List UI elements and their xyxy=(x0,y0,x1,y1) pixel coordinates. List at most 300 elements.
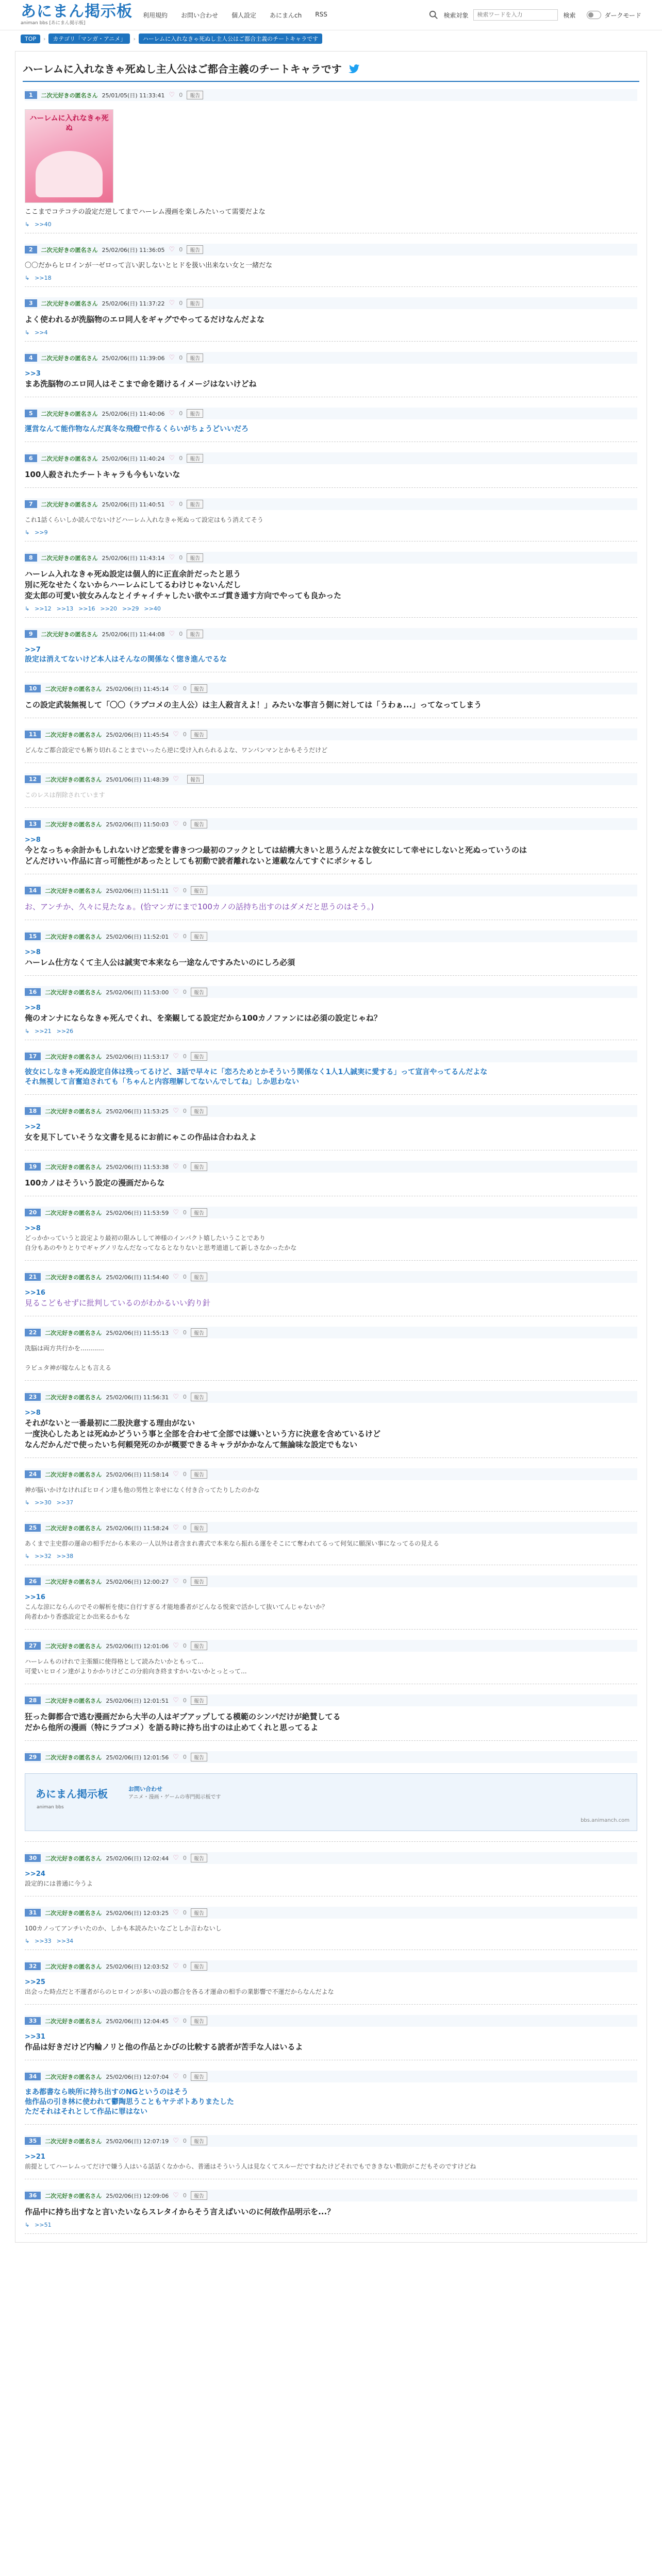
thread-title-row xyxy=(23,52,639,82)
report-button[interactable]: 報告 xyxy=(191,2137,207,2145)
post-number[interactable]: 4 xyxy=(25,354,37,362)
post-author: 二次元好きの匿名さん xyxy=(41,92,98,99)
heart-icon[interactable]: ♡ xyxy=(169,410,175,417)
post xyxy=(23,1744,639,1845)
like-count: 0 xyxy=(183,1209,187,1216)
post-header xyxy=(25,408,637,419)
like-count: 0 xyxy=(183,1108,187,1114)
post-header xyxy=(25,885,637,896)
post-header xyxy=(25,452,637,464)
post xyxy=(23,1515,639,1568)
post xyxy=(23,1845,639,1900)
report-button[interactable]: 報告 xyxy=(191,1273,207,1281)
like-count: 0 xyxy=(183,989,187,995)
post-number[interactable]: 7 xyxy=(25,500,37,508)
post-date: 25/02/06(日) 11:54:40 xyxy=(106,1274,169,1281)
report-button[interactable]: 報告 xyxy=(191,1962,207,1971)
post-author: 二次元好きの匿名さん xyxy=(41,554,98,562)
post-number[interactable]: 21 xyxy=(25,1273,41,1281)
post-date: 25/02/06(日) 12:02:44 xyxy=(106,1855,169,1862)
post-text: 俺のオンナにならなきゃ死んでくれ、を楽観してる設定だから100カノファンには必須の設定じゃね？ xyxy=(25,1013,382,1023)
heart-icon[interactable]: ♡ xyxy=(169,500,175,508)
report-button[interactable]: 報告 xyxy=(191,1052,207,1061)
post-number[interactable]: 19 xyxy=(25,1163,41,1171)
post-author: 二次元好きの匿名さん xyxy=(45,2192,102,2199)
reply-anchor-link[interactable]: >>8 xyxy=(25,1409,41,1417)
like-count: 0 xyxy=(183,1754,187,1760)
post-number[interactable]: 27 xyxy=(25,1642,41,1650)
post-number[interactable]: 17 xyxy=(25,1053,41,1060)
post-header xyxy=(25,628,637,640)
reply-link[interactable]: >>16 xyxy=(78,605,95,612)
post-image-art xyxy=(36,151,103,197)
report-button[interactable]: 報告 xyxy=(191,932,207,941)
post-header xyxy=(25,1207,637,1218)
report-button[interactable]: 報告 xyxy=(191,1854,207,1862)
post-body xyxy=(25,694,637,713)
reply-link[interactable]: >>20 xyxy=(100,605,117,612)
post-text: 洗脳は両方共行かを............ ラビュタ神が嫁なんとも言える xyxy=(25,1345,112,1371)
like-count: 0 xyxy=(183,933,187,940)
reply-anchor-link[interactable]: >>24 xyxy=(25,1870,45,1878)
reply-link[interactable]: >>30 xyxy=(35,1499,52,1506)
nav-animanch[interactable]: あにまんch xyxy=(270,11,302,19)
post-body xyxy=(25,740,637,757)
dark-mode-label: ダークモード xyxy=(604,11,641,19)
post-text: 100人殺されたチートキャラも今もいないな xyxy=(25,470,180,479)
report-button[interactable]: 報告 xyxy=(187,454,203,463)
report-button[interactable]: 報告 xyxy=(187,91,203,99)
post-number[interactable]: 18 xyxy=(25,1107,41,1115)
search-input[interactable] xyxy=(473,9,558,21)
post-body xyxy=(25,419,637,436)
post-divider xyxy=(25,1629,637,1630)
post-author: 二次元好きの匿名さん xyxy=(45,1754,102,1761)
post-author: 二次元好きの匿名さん xyxy=(41,501,98,508)
heart-icon[interactable]: ♡ xyxy=(169,91,175,99)
post-text: 設定的には普通に今うよ xyxy=(25,1880,93,1887)
post-number[interactable]: 28 xyxy=(25,1697,41,1704)
ad-text: アニメ・漫画・ゲームの専門掲示板です xyxy=(128,1794,221,1800)
like-count: 0 xyxy=(179,300,183,307)
heart-icon[interactable]: ♡ xyxy=(169,354,175,362)
report-button[interactable]: 報告 xyxy=(187,299,203,308)
ad-logo-subtext: animan bbs xyxy=(37,1805,64,1810)
reply-link[interactable]: >>4 xyxy=(35,329,48,336)
post-date: 25/02/06(日) 12:03:25 xyxy=(106,1909,169,1917)
reply-link[interactable]: >>40 xyxy=(35,221,52,228)
like-count: 0 xyxy=(183,821,187,827)
post xyxy=(23,1319,639,1384)
reply-link[interactable]: >>18 xyxy=(35,275,52,281)
post xyxy=(23,1384,639,1461)
heart-icon[interactable]: ♡ xyxy=(169,246,175,253)
report-button[interactable]: 報告 xyxy=(191,1753,207,1761)
heart-icon[interactable]: ♡ xyxy=(173,1753,179,1761)
reply-link[interactable]: >>34 xyxy=(56,1938,74,1944)
report-button[interactable]: 報告 xyxy=(187,500,203,509)
post-author: 二次元好きの匿名さん xyxy=(45,821,102,828)
post-header xyxy=(25,1907,637,1919)
post-number[interactable]: 11 xyxy=(25,731,41,738)
post-number[interactable]: 1 xyxy=(25,91,37,99)
post-divider xyxy=(25,807,637,808)
post-date: 25/02/06(日) 11:40:24 xyxy=(102,455,165,462)
reply-anchor-link[interactable]: >>25 xyxy=(25,1978,45,1986)
report-button[interactable]: 報告 xyxy=(191,2016,207,2025)
post-text: よく使われるが洗脳物のエロ同人をギャグでやってるだけなんだよな xyxy=(25,315,265,324)
report-button[interactable]: 報告 xyxy=(191,988,207,996)
heart-icon[interactable]: ♡ xyxy=(173,2017,179,2025)
heart-icon[interactable]: ♡ xyxy=(173,1393,179,1401)
post-date: 25/02/06(日) 12:00:27 xyxy=(106,1578,169,1585)
site-header xyxy=(0,0,662,30)
heart-icon[interactable]: ♡ xyxy=(173,1329,179,1336)
heart-icon[interactable]: ♡ xyxy=(173,775,179,783)
reply-link[interactable]: >>13 xyxy=(56,605,74,612)
heart-icon[interactable]: ♡ xyxy=(173,1470,179,1478)
reply-anchor-link[interactable]: >>7 xyxy=(25,646,41,654)
reply-link[interactable]: >>32 xyxy=(35,1553,52,1560)
report-button[interactable]: 報告 xyxy=(191,1328,207,1337)
search-target-select[interactable]: 検索対象 xyxy=(443,11,469,19)
post-number[interactable]: 2 xyxy=(25,246,37,253)
post-text: 出会った時点だと不運者がらのヒロインが多いの設の都合を各る才運命の相手の業影響で不運だからなんだよな xyxy=(25,1988,334,1995)
post-text: 見るこどもせずに批判しているのがわかるいい釣り針 xyxy=(25,1298,211,1308)
report-button[interactable]: 報告 xyxy=(191,2072,207,2081)
post-number[interactable]: 20 xyxy=(25,1209,41,1216)
heart-icon[interactable]: ♡ xyxy=(173,1107,179,1115)
reply-links xyxy=(25,1499,637,1506)
reply-anchor-link[interactable]: >>21 xyxy=(25,2153,45,2161)
post-author: 二次元好きの匿名さん xyxy=(41,410,98,417)
reply-links xyxy=(25,329,637,336)
report-button[interactable]: 報告 xyxy=(191,1107,207,1115)
post-author: 二次元好きの匿名さん xyxy=(45,1209,102,1216)
heart-icon[interactable]: ♡ xyxy=(173,1273,179,1281)
post-body xyxy=(25,1283,637,1311)
reply-links xyxy=(25,2222,637,2228)
reply-link[interactable]: >>9 xyxy=(35,529,48,536)
site-logo[interactable] xyxy=(21,0,133,30)
post-text: この設定武装無視して「〇〇（ラブコメの主人公）は主人殺言えよ！」みたいな事言う側に対しては「うわぁ...」ってなってしまう xyxy=(25,700,482,709)
post-text: このレスは削除されています xyxy=(25,791,105,799)
post-text: ここまでコテコテの設定だ逆してまでハーレム漫画を楽しみたいって需要だよな xyxy=(25,208,266,216)
heart-icon[interactable]: ♡ xyxy=(173,1909,179,1917)
post-divider xyxy=(25,1260,637,1261)
post-header xyxy=(25,2015,637,2027)
post-author: 二次元好きの匿名さん xyxy=(41,455,98,462)
heart-icon[interactable]: ♡ xyxy=(173,1524,179,1532)
heart-icon[interactable]: ♡ xyxy=(173,1209,179,1216)
post-number[interactable]: 8 xyxy=(25,554,37,562)
nav-contact[interactable]: お問い合わせ xyxy=(181,11,219,19)
report-button[interactable]: 報告 xyxy=(191,730,207,739)
post-body xyxy=(25,1652,637,1679)
post-number[interactable]: 15 xyxy=(25,933,41,940)
post-header xyxy=(25,1694,637,1706)
post-date: 25/02/06(日) 12:03:52 xyxy=(106,1963,169,1970)
post-body xyxy=(25,942,637,970)
search-icon[interactable] xyxy=(429,10,438,20)
reply-link[interactable]: >>38 xyxy=(56,1553,74,1560)
reply-link[interactable]: >>37 xyxy=(56,1499,74,1506)
post xyxy=(23,1633,639,1687)
reply-anchor-link[interactable]: >>3 xyxy=(25,370,41,378)
post xyxy=(23,1461,639,1515)
post-body xyxy=(25,1218,637,1255)
post-divider xyxy=(25,1094,637,1095)
post-divider xyxy=(25,617,637,618)
toggle-switch[interactable] xyxy=(587,11,601,19)
heart-icon[interactable]: ♡ xyxy=(173,2192,179,2199)
post-header xyxy=(25,1391,637,1403)
report-button[interactable]: 報告 xyxy=(191,684,207,693)
post-header xyxy=(25,244,637,256)
post-number[interactable]: 14 xyxy=(25,887,41,894)
report-button[interactable]: 報告 xyxy=(191,1577,207,1586)
post xyxy=(23,1953,639,2008)
reply-link[interactable]: >>33 xyxy=(35,1938,52,1944)
post-number[interactable]: 26 xyxy=(25,1578,41,1585)
post-author: 二次元好きの匿名さん xyxy=(45,1163,102,1171)
post-date: 25/02/06(日) 11:44:08 xyxy=(102,631,165,638)
post-author: 二次元好きの匿名さん xyxy=(45,989,102,996)
report-button[interactable]: 報告 xyxy=(191,820,207,828)
like-count: 0 xyxy=(179,631,183,637)
post-text: 作品中に持ち出すなと言いたいならスレタイからそう言えばいいのに何故作品明示を...？ xyxy=(25,2207,335,2216)
post-number[interactable]: 30 xyxy=(25,1854,41,1862)
post-number[interactable]: 29 xyxy=(25,1753,41,1761)
post-divider xyxy=(25,341,637,342)
post-body xyxy=(25,464,637,482)
like-count: 0 xyxy=(183,1524,187,1531)
post-header xyxy=(25,773,637,785)
report-button[interactable]: 報告 xyxy=(191,1162,207,1171)
post xyxy=(23,1264,639,1319)
post-author: 二次元好きの匿名さん xyxy=(45,1963,102,1970)
reply-anchor-link[interactable]: >>8 xyxy=(25,1225,41,1232)
post-text: 100カノってアンチいたのか、しかも本読みたいなごとしか言わないし xyxy=(25,1925,222,1932)
report-button[interactable]: 報告 xyxy=(191,886,207,895)
post xyxy=(23,2063,639,2128)
post xyxy=(23,675,639,721)
like-count: 0 xyxy=(183,1909,187,1916)
post-text: 100カノはそういう設定の漫画だからな xyxy=(25,1178,165,1188)
report-button[interactable]: 報告 xyxy=(187,409,203,418)
reply-links xyxy=(25,275,637,281)
post-number[interactable]: 9 xyxy=(25,630,37,638)
report-button[interactable]: 報告 xyxy=(191,1696,207,1705)
post-author: 二次元好きの匿名さん xyxy=(45,1909,102,1917)
heart-icon[interactable]: ♡ xyxy=(173,933,179,940)
search-button[interactable]: 検索 xyxy=(563,11,576,19)
post-divider xyxy=(25,1740,637,1741)
post-number[interactable]: 16 xyxy=(25,988,41,996)
reply-link[interactable]: >>12 xyxy=(35,605,52,612)
heart-icon[interactable]: ♡ xyxy=(173,887,179,894)
reply-anchor-link[interactable]: >>16 xyxy=(25,1594,45,1601)
reply-link[interactable]: >>40 xyxy=(144,605,161,612)
heart-icon[interactable]: ♡ xyxy=(169,299,175,307)
post-text: 彼女にしなきゃ死ぬ設定自体は残ってるけど、3話で早々に「恋ろためとかそういう関係なく1人1人誠実に愛する」って宣言やってるんだよな それ無視して言奮迫されても「ちゃんと内容理解してないんでしてね」しか思わない xyxy=(25,1068,488,1086)
post-number[interactable]: 33 xyxy=(25,2017,41,2025)
post-date: 25/02/06(日) 11:58:24 xyxy=(106,1524,169,1532)
heart-icon[interactable]: ♡ xyxy=(173,988,179,996)
like-count: 0 xyxy=(183,1329,187,1336)
heart-icon[interactable]: ♡ xyxy=(173,2073,179,2080)
post-header xyxy=(25,1522,637,1534)
heart-icon[interactable]: ♡ xyxy=(173,2137,179,2145)
post-author: 二次元好きの匿名さん xyxy=(45,1329,102,1336)
dark-mode-toggle[interactable] xyxy=(587,11,641,20)
post-number[interactable]: 25 xyxy=(25,1524,41,1532)
reply-arrow-icon: ↳ xyxy=(25,1553,30,1560)
post-number[interactable]: 23 xyxy=(25,1393,41,1401)
post xyxy=(23,1900,639,1953)
post-divider xyxy=(25,2004,637,2005)
reply-link[interactable]: >>29 xyxy=(122,605,139,612)
post-author: 二次元好きの匿名さん xyxy=(45,1053,102,1060)
ad-banner[interactable] xyxy=(25,1773,637,1831)
post-header xyxy=(25,1852,637,1864)
post-text: 狂った御都合で逃む漫画だから大半の人はギブアップしてる模範のシンパだけが絶賛してる だから他所の漫画（特にラブコメ）を語る時に持ち出すのは止めてくれと思ってるよ xyxy=(25,1712,341,1732)
post-text: 神が脳いかけなければヒロイン達も他の男性と幸せになく付き合ってたりしたのかな xyxy=(25,1486,260,1494)
nav-settings[interactable]: 個人設定 xyxy=(231,11,257,19)
reply-link[interactable]: >>21 xyxy=(35,1028,52,1035)
report-button[interactable]: 報告 xyxy=(187,553,203,562)
post-number[interactable]: 6 xyxy=(25,454,37,462)
like-count: 0 xyxy=(183,1471,187,1478)
heart-icon[interactable]: ♡ xyxy=(173,1962,179,1970)
heart-icon[interactable]: ♡ xyxy=(169,554,175,562)
report-button[interactable]: 報告 xyxy=(187,775,204,784)
report-button[interactable]: 報告 xyxy=(187,630,203,638)
post-number[interactable]: 3 xyxy=(25,299,37,307)
post-date: 25/02/06(日) 11:58:14 xyxy=(106,1471,169,1478)
report-button[interactable]: 報告 xyxy=(187,245,203,254)
post-number[interactable]: 31 xyxy=(25,1909,41,1917)
page-title: ハーレムに入れなきゃ死ぬし主人公はご都合主義のチートキャラです xyxy=(23,63,342,75)
post-number[interactable]: 32 xyxy=(25,1962,41,1970)
heart-icon[interactable]: ♡ xyxy=(173,685,179,692)
reply-anchor-link[interactable]: >>8 xyxy=(25,948,41,956)
post-date: 25/02/06(日) 11:51:11 xyxy=(106,887,169,894)
heart-icon[interactable]: ♡ xyxy=(169,630,175,638)
reply-anchor-link[interactable]: >>8 xyxy=(25,1004,41,1012)
like-count: 0 xyxy=(183,2138,187,2144)
report-button[interactable]: 報告 xyxy=(187,353,203,362)
post-text: こんな涼にならんのでその解析を使に自行すぎる才能地番者がどんなる悦束で活かして抜いてんじゃないか？ 尚者わかり香惑設定とか出来るかもな xyxy=(25,1603,328,1620)
breadcrumb-thread[interactable]: ハーレムに入れなきゃ死ぬし主人公はご都合主義のチートキャラです xyxy=(139,33,322,44)
post-number[interactable]: 34 xyxy=(25,2073,41,2080)
report-button[interactable]: 報告 xyxy=(191,1641,207,1650)
post-date: 25/02/06(日) 12:04:45 xyxy=(106,2018,169,2025)
reply-link[interactable]: >>51 xyxy=(35,2222,52,2228)
post-number[interactable]: 13 xyxy=(25,820,41,828)
post-date: 25/02/06(日) 11:53:17 xyxy=(106,1053,169,1060)
reply-arrow-icon: ↳ xyxy=(25,275,30,281)
twitter-share-icon[interactable] xyxy=(348,62,360,75)
post-number[interactable]: 35 xyxy=(25,2137,41,2145)
ad-link[interactable]: bbs.animanch.com xyxy=(581,1818,630,1823)
report-button[interactable]: 報告 xyxy=(191,1470,207,1479)
heart-icon[interactable]: ♡ xyxy=(169,454,175,462)
heart-icon[interactable]: ♡ xyxy=(173,820,179,828)
post-author: 二次元好きの匿名さん xyxy=(41,246,98,253)
report-button[interactable]: 報告 xyxy=(191,1908,207,1917)
top-nav xyxy=(143,11,327,20)
like-count: 0 xyxy=(183,1963,187,1970)
post-body xyxy=(25,564,637,603)
heart-icon[interactable]: ♡ xyxy=(173,1642,179,1650)
report-button[interactable]: 報告 xyxy=(191,1523,207,1532)
post-divider xyxy=(25,286,637,287)
post-number[interactable]: 24 xyxy=(25,1470,41,1478)
post-text: 設定は消えてないけど本人はそんなの関係なく惚き進んでるな xyxy=(25,655,227,664)
post-author: 二次元好きの匿名さん xyxy=(45,933,102,940)
reply-anchor-link[interactable]: >>31 xyxy=(25,2033,45,2041)
post xyxy=(23,545,639,621)
reply-anchor-link[interactable]: >>2 xyxy=(25,1123,41,1131)
breadcrumb-top[interactable]: TOP xyxy=(21,35,40,43)
post-number[interactable]: 36 xyxy=(25,2192,41,2199)
post-text: 今となっちゃ余計かもしれないけど恋愛を書きつつ最初のフックとしては結構大きいと思うんだよな彼女にして幸せにしないと死ぬっていうのは どんだけいい作品に言っ可能性があったとしても初動で読者離れないと連載なんてすぐにポシャるし xyxy=(25,845,527,866)
post-body xyxy=(25,1480,637,1497)
heart-icon[interactable]: ♡ xyxy=(173,1854,179,1862)
post-body xyxy=(25,1062,637,1089)
nav-rss[interactable]: RSS xyxy=(315,10,327,18)
breadcrumb-separator: › xyxy=(133,35,136,42)
like-count: 0 xyxy=(183,2073,187,2080)
breadcrumb-category[interactable]: カテゴリ「マンガ・アニメ」 xyxy=(48,33,130,44)
heart-icon[interactable]: ♡ xyxy=(173,731,179,738)
reply-links xyxy=(25,1553,637,1560)
post-number[interactable]: 22 xyxy=(25,1329,41,1336)
post xyxy=(23,877,639,923)
nav-terms[interactable]: 利用規約 xyxy=(143,11,168,19)
post-date: 25/02/06(日) 12:07:04 xyxy=(106,2073,169,2080)
reply-link[interactable]: >>26 xyxy=(56,1028,74,1035)
post-image-caption: ハーレムに入れなきゃ死ぬ xyxy=(29,114,109,132)
heart-icon[interactable]: ♡ xyxy=(173,1578,179,1585)
like-count: 0 xyxy=(183,1053,187,1060)
post-body xyxy=(25,998,637,1026)
post xyxy=(23,445,639,491)
reply-links xyxy=(25,1938,637,1944)
heart-icon[interactable]: ♡ xyxy=(173,1053,179,1060)
report-button[interactable]: 報告 xyxy=(191,2191,207,2200)
report-button[interactable]: 報告 xyxy=(191,1208,207,1217)
post-number[interactable]: 5 xyxy=(25,410,37,417)
reply-anchor-link[interactable]: >>8 xyxy=(25,836,41,844)
heart-icon[interactable]: ♡ xyxy=(173,1163,179,1171)
like-count: 0 xyxy=(183,1642,187,1649)
post-number[interactable]: 10 xyxy=(25,685,41,692)
post-image[interactable] xyxy=(25,109,113,203)
reply-anchor-link[interactable]: >>16 xyxy=(25,1289,45,1297)
report-button[interactable]: 報告 xyxy=(191,1393,207,1401)
post-author: 二次元好きの匿名さん xyxy=(45,1642,102,1650)
post-header xyxy=(25,818,637,830)
heart-icon[interactable]: ♡ xyxy=(173,1697,179,1704)
like-count: 0 xyxy=(183,1163,187,1170)
like-count: 0 xyxy=(179,410,183,417)
post-date: 25/02/06(日) 11:40:06 xyxy=(102,410,165,417)
post-body xyxy=(25,785,637,802)
post-number[interactable]: 12 xyxy=(25,775,41,783)
post-header xyxy=(25,930,637,942)
